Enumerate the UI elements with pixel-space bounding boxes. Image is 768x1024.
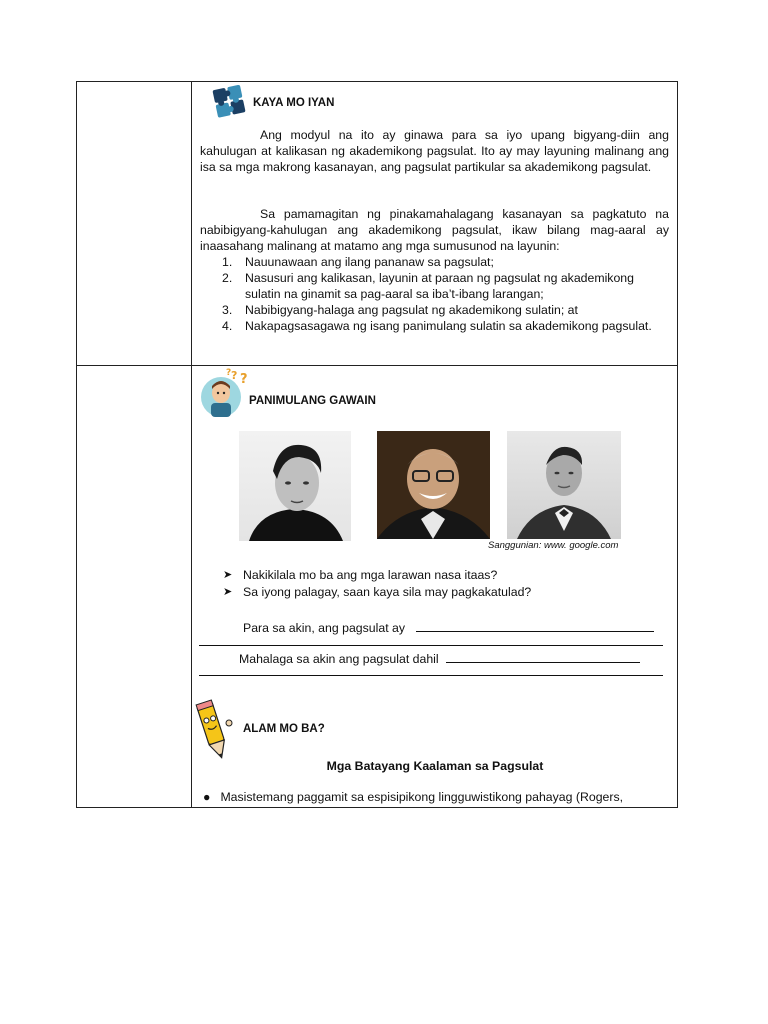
module-table [76,81,678,808]
answer-line[interactable] [199,675,663,676]
portrait-photo-1 [239,431,351,541]
list-item [223,584,531,601]
thinking-student-icon [199,367,255,424]
questions-list [223,567,531,601]
item-number: 1. [222,255,233,269]
portrait-photo-2 [377,431,490,539]
svg-text:?: ? [240,372,248,387]
list-item [200,254,669,270]
answer-line[interactable] [199,645,663,646]
panimulang-gawain-cell [193,367,677,807]
question-text: Sa iyong palagay, saan kaya sila may pagkakatulad? [243,585,532,599]
answer-blank[interactable] [416,619,654,632]
kaya-mo-iyan-cell [193,82,677,365]
fill-in-prompt-2 [239,650,640,666]
answer-blank[interactable] [446,650,640,663]
svg-text:?: ? [226,368,232,378]
bullet-dot-icon: ● [203,790,211,804]
item-number: 3. [222,303,233,317]
portrait-photo-3 [507,431,621,539]
list-item [223,567,531,584]
list-item [200,302,669,318]
bullet-text: Masistemang paggamit sa espisipikong lingguwistikong pahayag (Rogers, [220,790,624,804]
item-text: Nabibigyang-halaga ang pagsulat ng akademikong sulatin; at [245,303,578,317]
arrow-bullet-icon: ➤ [223,586,233,598]
svg-text:?: ? [231,369,238,382]
arrow-bullet-icon: ➤ [223,569,233,581]
section-heading: KAYA MO IYAN [253,97,335,109]
image-source-caption: Sanggunian: www. google.com [488,540,619,551]
section-heading: PANIMULANG GAWAIN [249,395,376,407]
objectives-intro-paragraph [200,206,669,254]
prompt-text: Mahalaga sa akin ang pagsulat dahil [239,652,439,666]
objectives-list [200,254,669,334]
objectives-intro-text: Sa pamamagitan ng pinakamahalagang kasanayan sa pagkatuto na nabibigyang-kahulugan ang akademikong pagsulat, ikaw bilang mag-aaral ay inaasahang malinang at matamo ang mga sumusunod na layunin: [200,207,669,253]
pencil-mascot-icon [193,699,235,768]
intro-paragraph [200,127,669,175]
list-item [200,318,669,334]
list-item [203,790,671,804]
item-text: Nasusuri ang kalikasan, layunin at paraan ng pagsulat ng akademikong sulatin na ginamit sa pag-aaral sa iba’t-ibang larangan; [245,271,634,301]
item-text: Nakapagsasagawa ng isang panimulang sulatin sa akademikong pagsulat. [245,319,652,333]
column-divider [191,82,192,807]
intro-paragraph-text: Ang modyul na ito ay ginawa para sa iyo upang bigyang-diin ang kahulugan at kalikasan ng akademikong pagsulat. Ito ay may layuning malinang ang isa sa mga makrong kasanayan, ang pagsulat partikular sa akademikong pagsulat. [200,128,669,174]
row-divider [77,365,677,366]
prompt-text: Para sa akin, ang pagsulat ay [243,621,406,635]
puzzle-icon [209,82,251,125]
list-item [200,270,669,302]
item-number: 2. [222,271,233,285]
section-heading: ALAM MO BA? [243,723,325,735]
topic-subtitle: Mga Batayang Kaalaman sa Pagsulat [326,759,544,773]
question-text: Nakikilala mo ba ang mga larawan nasa itaas? [243,568,498,582]
fill-in-prompt-1 [243,619,654,635]
item-text: Nauunawaan ang ilang pananaw sa pagsulat; [245,255,494,269]
item-number: 4. [222,319,233,333]
